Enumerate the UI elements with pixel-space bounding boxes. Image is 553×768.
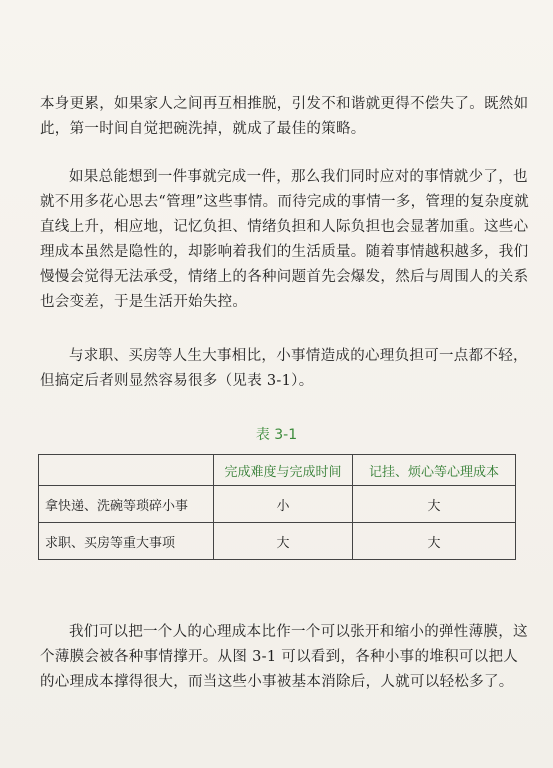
table-row bbox=[39, 523, 516, 560]
table-header-row bbox=[39, 455, 516, 486]
paragraph-3: 与求职、买房等人生大事相比，小事情造成的心理负担可一点都不轻，但搞定后者则显然容易很多（见表 3-1）。 bbox=[40, 348, 528, 389]
table-cell: 求职、买房等重大事项 bbox=[39, 523, 214, 560]
table-cell: 小 bbox=[214, 486, 353, 523]
table-cell: 大 bbox=[214, 523, 353, 560]
paragraph-1: 本身更累，如果家人之间再互相推脱，引发不和谐就更得不偿失了。既然如此，第一时间自觉把碗洗掉，就成了最佳的策略。 bbox=[40, 96, 529, 137]
paragraph-2: 如果总能想到一件事就完成一件，那么我们同时应对的事情就少了，也就不用多花心思去“管理”这些事情。而待完成的事情一多，管理的复杂度就直线上升，相应地，记忆负担、情绪负担和人际负担也会显著加重。这些心理成本虽然是隐性的，却影响着我们的生活质量。随着事情越积越多，我们慢慢会觉得无法承受，情绪上的各种问题首先会爆发，然后与周围人的关系也会变差，于是生活开始失控。 bbox=[40, 169, 530, 310]
table-header-cell: 记挂、烦心等心理成本 bbox=[353, 455, 516, 486]
table-row bbox=[39, 486, 516, 523]
table-title: 表 3-1 bbox=[255, 427, 298, 443]
paragraph-4: 我们可以把一个人的心理成本比作一个可以张开和缩小的弹性薄膜，这个薄膜会被各种事情撑开。从图 3-1 可以看到，各种小事的堆积可以把人的心理成本撑得很大，而当这些小事被基本消除后，人就可以轻松多了。 bbox=[40, 624, 528, 690]
table-header-cell: 完成难度与完成时间 bbox=[214, 455, 353, 486]
table-cell: 大 bbox=[353, 486, 516, 523]
comparison-table bbox=[38, 454, 516, 560]
table-cell: 大 bbox=[353, 523, 516, 560]
table-header-cell bbox=[39, 455, 214, 486]
table-cell: 拿快递、洗碗等琐碎小事 bbox=[39, 486, 214, 523]
